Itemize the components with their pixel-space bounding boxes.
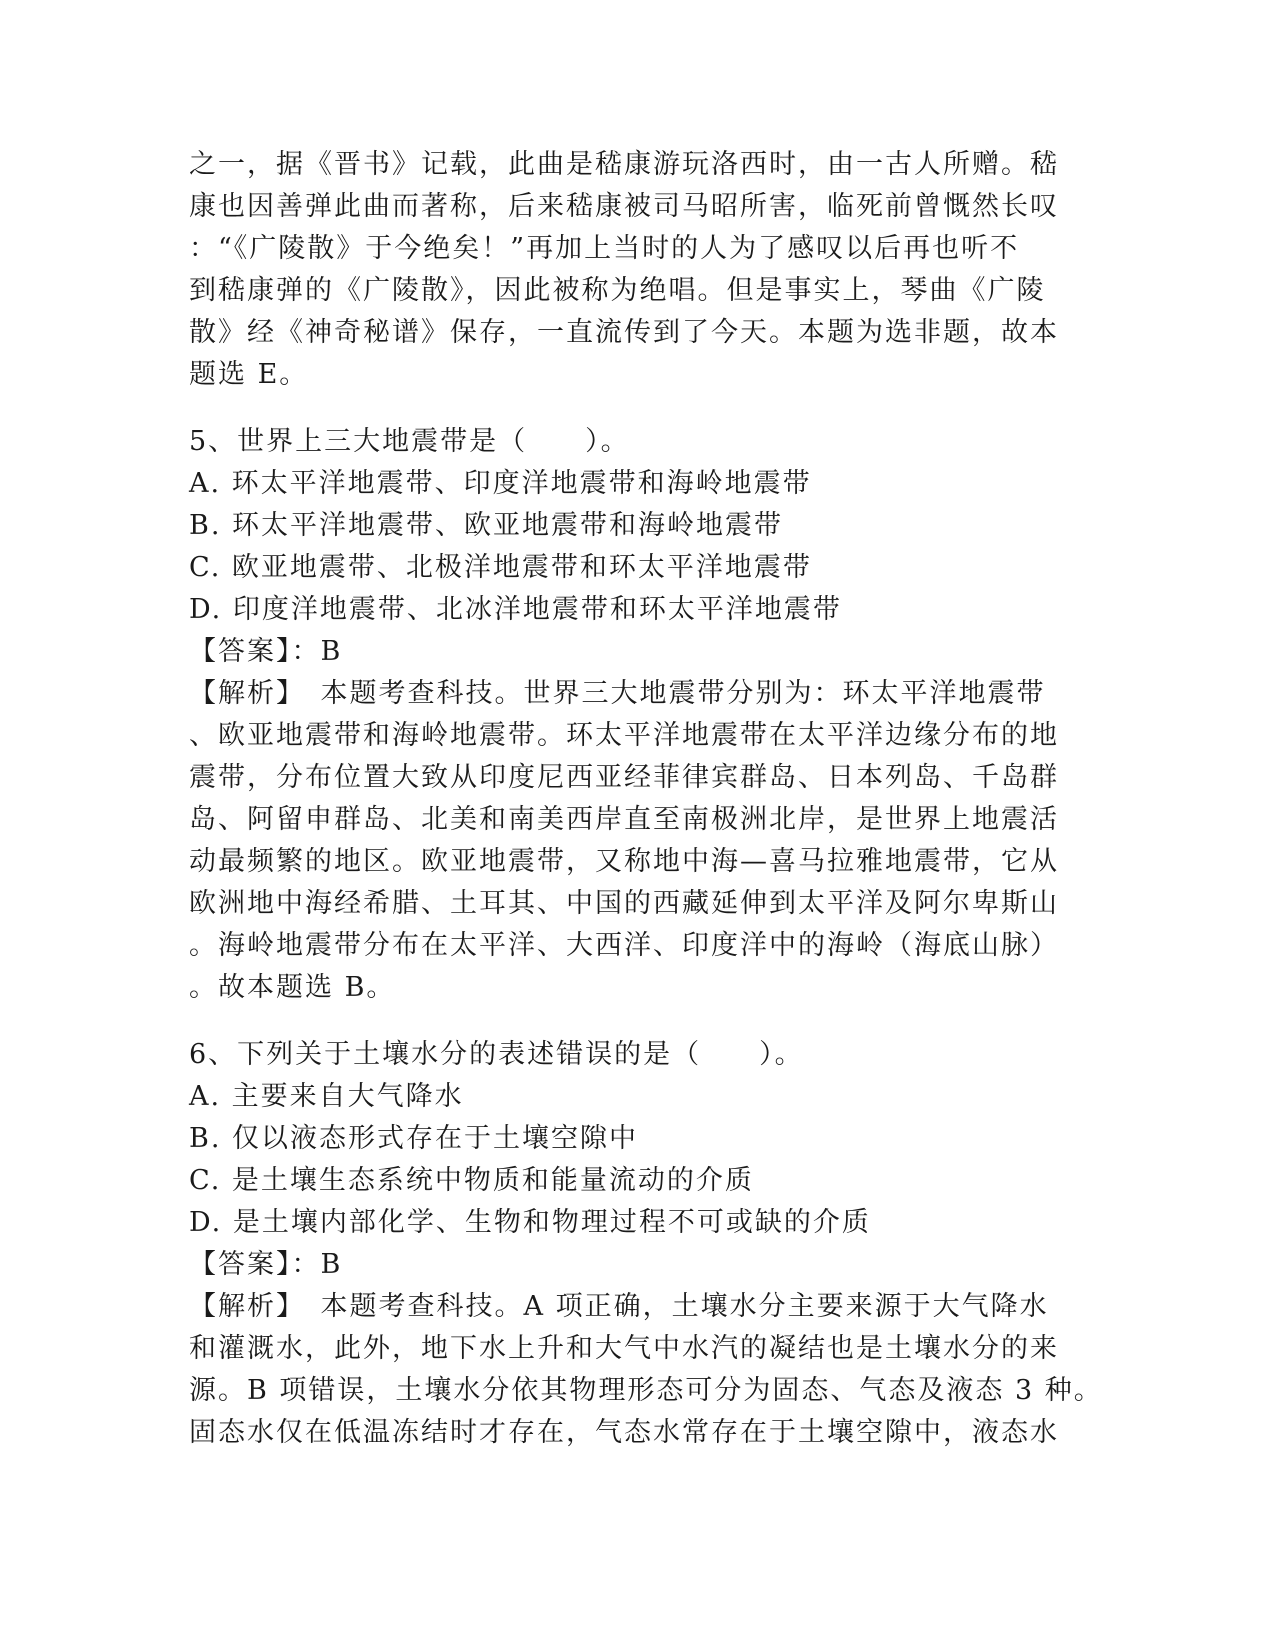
prev-explanation-line: 散》经《神奇秘谱》保存，一直流传到了今天。本题为选非题，故本 [189,317,1059,348]
question-5-analysis-line: 动最频繁的地区。欧亚地震带，又称地中海—喜马拉雅地震带，它从 [189,846,1059,877]
question-6-analysis-line: 【解析】 本题考查科技。A 项正确，土壤水分主要来源于大气降水 [189,1291,1049,1322]
question-5-analysis-line: 、欧亚地震带和海岭地震带。环太平洋地震带在太平洋边缘分布的地 [189,720,1059,751]
question-6-analysis-line: 源。B 项错误，土壤水分依其物理形态可分为固态、气态及液态 3 种。 [189,1375,1103,1406]
question-5-answer: 【答案】：B [189,636,343,667]
question-5-option-b: B. 环太平洋地震带、欧亚地震带和海岭地震带 [189,510,784,541]
question-5-analysis-line: 。故本题选 B。 [189,972,396,1003]
prev-explanation-line: 之一，据《晋书》记载，此曲是嵇康游玩洛西时，由一古人所赠。嵇 [189,149,1059,180]
question-5-analysis-line: 震带，分布位置大致从印度尼西亚经菲律宾群岛、日本列岛、千岛群 [189,762,1059,793]
question-5-option-c: C. 欧亚地震带、北极洋地震带和环太平洋地震带 [189,552,812,583]
question-6-text: 6、下列关于土壤水分的表述错误的是（ ）。 [189,1039,804,1070]
question-5-option-a: A. 环太平洋地震带、印度洋地震带和海岭地震带 [189,468,812,499]
question-5-analysis-line: 【解析】 本题考查科技。世界三大地震带分别为：环太平洋地震带 [189,678,1046,709]
question-5-analysis-line: 欧洲地中海经希腊、土耳其、中国的西藏延伸到太平洋及阿尔卑斯山 [189,888,1059,919]
question-5-option-d: D. 印度洋地震带、北冰洋地震带和环太平洋地震带 [189,594,842,625]
question-6-analysis-line: 和灌溉水，此外，地下水上升和大气中水汽的凝结也是土壤水分的来 [189,1333,1059,1364]
prev-explanation-line: 到嵇康弹的《广陵散》，因此被称为绝唱。但是事实上，琴曲《广陵 [189,275,1046,306]
question-6-option-d: D. 是土壤内部化学、生物和物理过程不可或缺的介质 [189,1207,871,1238]
question-6-option-a: A. 主要来自大气降水 [189,1081,464,1112]
question-5-analysis-line: 。海岭地震带分布在太平洋、大西洋、印度洋中的海岭（海底山脉） [189,930,1059,961]
question-6-option-b: B. 仅以液态形式存在于土壤空隙中 [189,1123,639,1154]
question-5-text: 5、世界上三大地震带是（ ）。 [189,426,630,457]
question-6-option-c: C. 是土壤生态系统中物质和能量流动的介质 [189,1165,754,1196]
question-6-answer: 【答案】：B [189,1249,343,1280]
prev-explanation-line: ：“《广陵散》于今绝矣！”再加上当时的人为了感叹以后再也听不 [189,233,1020,264]
prev-explanation-line: 康也因善弹此曲而著称，后来嵇康被司马昭所害，临死前曾慨然长叹 [189,191,1059,222]
question-5-analysis-line: 岛、阿留申群岛、北美和南美西岸直至南极洲北岸，是世界上地震活 [189,804,1059,835]
question-6-analysis-line: 固态水仅在低温冻结时才存在，气态水常存在于土壤空隙中，液态水 [189,1417,1059,1448]
prev-explanation-line: 题选 E。 [189,359,309,390]
